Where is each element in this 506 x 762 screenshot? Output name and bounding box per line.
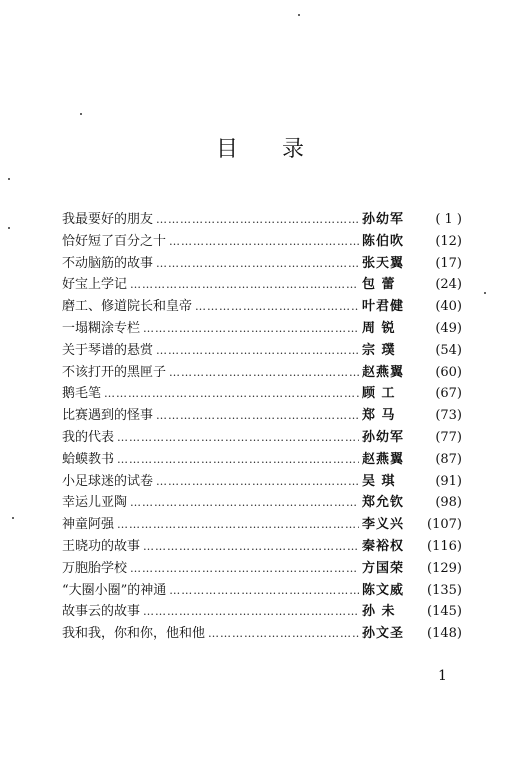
entry-title: 一塌糊涂专栏	[62, 320, 141, 336]
entry-author: 郑 马	[362, 408, 396, 424]
entry-title: 恰好短了百分之十	[62, 233, 167, 249]
toc-entry	[62, 253, 462, 275]
entry-title: 我的代表	[62, 429, 115, 445]
entry-page: (54)	[435, 342, 462, 358]
dot-leader	[169, 580, 359, 602]
entry-title: 小足球迷的试卷	[62, 473, 154, 489]
dot-leader	[130, 492, 359, 514]
scan-speck	[8, 227, 10, 229]
entry-author: 包 蕾	[362, 277, 396, 293]
entry-author: 孙文圣	[362, 626, 405, 642]
entry-title: 鹅毛笔	[62, 386, 102, 402]
toc-entry	[62, 231, 462, 253]
entry-page: (12)	[435, 233, 462, 249]
entry-page: (135)	[427, 582, 462, 598]
toc-entry	[62, 405, 462, 427]
entry-page: (17)	[435, 255, 462, 271]
dot-leader	[169, 231, 359, 253]
toc-entry	[62, 623, 462, 645]
dot-leader	[143, 536, 359, 558]
entry-page: (107)	[427, 517, 462, 533]
table-of-contents	[62, 209, 462, 645]
toc-entry	[62, 558, 462, 580]
toc-entry	[62, 362, 462, 384]
entry-title: 幸运儿亚陶	[62, 495, 128, 511]
entry-author: 秦裕权	[362, 538, 405, 554]
toc-entry	[62, 580, 462, 602]
dot-leader	[169, 362, 359, 384]
entry-page: (40)	[435, 299, 462, 315]
entry-page: (24)	[435, 277, 462, 293]
entry-author: 叶君健	[362, 299, 405, 315]
title-char-1: 目	[216, 137, 241, 162]
entry-author: 孙幼军	[362, 212, 405, 227]
entry-author: 顾 工	[362, 386, 396, 402]
entry-title: 不动脑筋的故事	[62, 255, 154, 271]
dot-leader	[208, 623, 359, 645]
entry-author: 张天翼	[362, 255, 405, 271]
scan-speck	[12, 517, 14, 519]
entry-page: (91)	[435, 473, 462, 489]
toc-entry	[62, 427, 462, 449]
scan-speck	[8, 178, 10, 180]
entry-page: (129)	[427, 560, 462, 576]
dot-leader	[143, 318, 359, 340]
scan-speck	[484, 292, 486, 294]
dot-leader	[130, 274, 359, 296]
entry-page: (77)	[435, 429, 462, 445]
page-number: 1	[438, 668, 447, 684]
entry-page: (87)	[435, 451, 462, 467]
entry-page: (98)	[435, 495, 462, 511]
entry-page: (49)	[435, 320, 462, 336]
entry-author: 赵燕翼	[362, 451, 405, 467]
toc-entry	[62, 449, 462, 471]
dot-leader	[117, 427, 359, 449]
dot-leader	[156, 253, 359, 275]
entry-author: 吴 琪	[362, 473, 396, 489]
toc-entry	[62, 536, 462, 558]
entry-author: 赵燕翼	[362, 364, 405, 380]
scan-speck	[298, 14, 300, 16]
scan-speck	[80, 113, 82, 115]
dot-leader	[117, 449, 359, 471]
entry-author: 孙幼军	[362, 429, 405, 445]
entry-title: 好宝上学记	[62, 277, 128, 293]
entry-page: (116)	[427, 538, 462, 554]
dot-leader	[156, 471, 359, 493]
entry-title: 磨工、修道院长和皇帝	[62, 299, 193, 315]
dot-leader	[156, 209, 359, 231]
entry-page: (60)	[435, 364, 462, 380]
entry-page: (67)	[435, 386, 462, 402]
entry-title: 我和我，你和你，他和他	[62, 626, 206, 642]
entry-title: “大圈小圈”的神通	[62, 582, 167, 598]
dot-leader	[156, 405, 359, 427]
entry-author: 陈文威	[362, 582, 405, 598]
entry-page: (148)	[427, 626, 462, 642]
entry-author: 宗 璞	[362, 342, 396, 358]
entry-author: 孙 未	[362, 604, 396, 620]
title-char-2: 录	[282, 137, 307, 162]
dot-leader	[130, 558, 359, 580]
entry-title: 故事云的故事	[62, 604, 141, 620]
entry-title: 关于琴谱的悬赏	[62, 342, 154, 358]
toc-entry	[62, 296, 462, 318]
toc-entry	[62, 274, 462, 296]
entry-title: 比赛遇到的怪事	[62, 408, 154, 424]
entry-title: 神童阿强	[62, 517, 115, 533]
entry-page: (145)	[427, 604, 462, 620]
entry-title: 蛤蟆教书	[62, 451, 115, 467]
dot-leader	[104, 383, 359, 405]
dot-leader	[143, 601, 359, 623]
entry-author: 郑允钦	[362, 495, 405, 511]
toc-entry	[62, 383, 462, 405]
dot-leader	[195, 296, 359, 318]
entry-title: 王晓功的故事	[62, 538, 141, 554]
entry-title: 不该打开的黑匣子	[62, 364, 167, 380]
entry-author: 李义兴	[362, 517, 405, 533]
toc-entry	[62, 601, 462, 623]
entry-page: (73)	[435, 408, 462, 424]
entry-page: ( 1 )	[435, 212, 462, 227]
toc-entry	[62, 209, 462, 231]
entry-title: 我最要好的朋友	[62, 212, 154, 227]
entry-author: 方国荣	[362, 560, 405, 576]
entry-author: 周 锐	[362, 320, 396, 336]
toc-entry	[62, 514, 462, 536]
dot-leader	[156, 340, 359, 362]
toc-entry	[62, 471, 462, 493]
entry-title: 万胞胎学校	[62, 560, 128, 576]
entry-author: 陈伯吹	[362, 233, 405, 249]
toc-entry	[62, 492, 462, 514]
toc-entry	[62, 340, 462, 362]
toc-entry	[62, 318, 462, 340]
dot-leader	[117, 514, 359, 536]
